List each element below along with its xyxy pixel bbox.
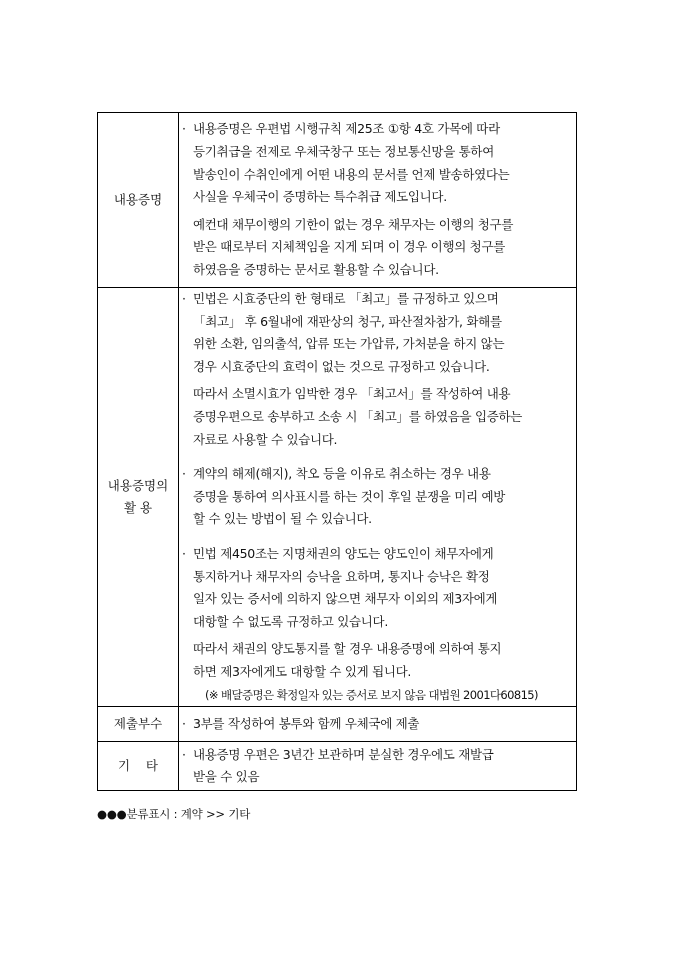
text-line: 위한 소환, 임의출석, 압류 또는 가압류, 가처분을 하지 않는 (193, 336, 505, 352)
paragraph (179, 744, 576, 789)
paragraph (179, 543, 576, 633)
paragraph (179, 713, 576, 736)
row-label: 내용증명 (98, 113, 179, 288)
text-line: 발송인이 수취인에게 어떤 내용의 문서를 언제 발송하였다는 (193, 166, 510, 182)
paragraph (179, 214, 576, 282)
row-etc (98, 742, 577, 791)
paragraph (179, 638, 576, 683)
text-line: 대항할 수 없도록 규정하고 있습니다. (193, 613, 388, 629)
text-line: 받은 때로부터 지체책임을 지게 되며 이 경우 이행의 청구를 (193, 239, 505, 255)
text-line: 따라서 소멸시효가 임박한 경우 「최고서」를 작성하여 내용 (193, 386, 511, 402)
text-line: · 내용증명 우편은 3년간 보관하며 분실한 경우에도 재발급 (193, 746, 494, 762)
text-line: 증명을 통하여 의사표시를 하는 것이 후일 분쟁을 미리 예방 (193, 488, 505, 504)
text-line: 할 수 있는 방법이 될 수 있습니다. (193, 511, 372, 527)
classification-footer: ●●●분류표시 : 계약 >> 기타 (97, 807, 251, 821)
text-line: 따라서 채권의 양도통지를 할 경우 내용증명에 의하여 통지 (193, 641, 502, 657)
text-line: 예컨대 채무이행의 기한이 없는 경우 채무자는 이행의 청구를 (193, 216, 514, 232)
text-line: 받을 수 있음 (193, 769, 260, 785)
content-proof-table (97, 112, 577, 791)
row-content (179, 707, 577, 742)
text-line: · 계약의 해제(해지), 착오 등을 이유로 취소하는 경우 내용 (193, 466, 491, 482)
text-line: 하면 제3자에게도 대항할 수 있게 됩니다. (193, 663, 412, 679)
row-copies (98, 707, 577, 742)
paragraph (179, 118, 576, 208)
text-line: · 3부를 작성하여 봉투와 함께 우체국에 제출 (193, 715, 420, 731)
row-content (179, 288, 577, 707)
label-line: 내용증명의 (107, 478, 169, 494)
row-usage (98, 288, 577, 707)
text-line: · 민법은 시효중단의 한 형태로 「최고」를 규정하고 있으며 (193, 291, 499, 306)
text-line: · 민법 제450조는 지명채권의 양도는 양도인이 채무자에게 (193, 545, 494, 561)
court-ruling-note: (※ 배달증명은 확정일자 있는 증서로 보지 않음 대법원 2001다60815) (205, 687, 538, 702)
text-line: 「최고」 후 6월내에 재판상의 청구, 파산절차참가, 화해를 (193, 313, 502, 329)
paragraph (179, 288, 576, 378)
paragraph (179, 463, 576, 531)
text-line: 등기취급을 전제로 우체국창구 또는 정보통신망을 통하여 (193, 144, 494, 160)
label-line: 활 용 (123, 500, 153, 516)
row-content (179, 742, 577, 791)
text-line: 일자 있는 증서에 의하지 않으면 채무자 이외의 제3자에게 (193, 591, 498, 607)
row-label: 제출부수 (98, 707, 179, 742)
row-content-proof (98, 113, 577, 288)
text-line: 하였음을 증명하는 문서로 활용할 수 있습니다. (193, 261, 439, 277)
paragraph (179, 383, 576, 451)
text-line: 경우 시효중단의 효력이 없는 것으로 규정하고 있습니다. (193, 358, 490, 374)
text-line: · 내용증명은 우편법 시행규칙 제25조 ①항 4호 가목에 따라 (193, 121, 500, 137)
row-label: 기 타 (98, 742, 179, 791)
row-label (98, 288, 179, 707)
text-line: 사실을 우체국이 증명하는 특수취급 제도입니다. (193, 189, 447, 205)
row-content (179, 113, 577, 288)
text-line: 자료로 사용할 수 있습니다. (193, 431, 338, 447)
text-line: 증명우편으로 송부하고 소송 시 「최고」를 하였음을 입증하는 (193, 408, 523, 424)
text-line: 통지하거나 채무자의 승낙을 요하며, 통지나 승낙은 확정 (193, 568, 490, 584)
